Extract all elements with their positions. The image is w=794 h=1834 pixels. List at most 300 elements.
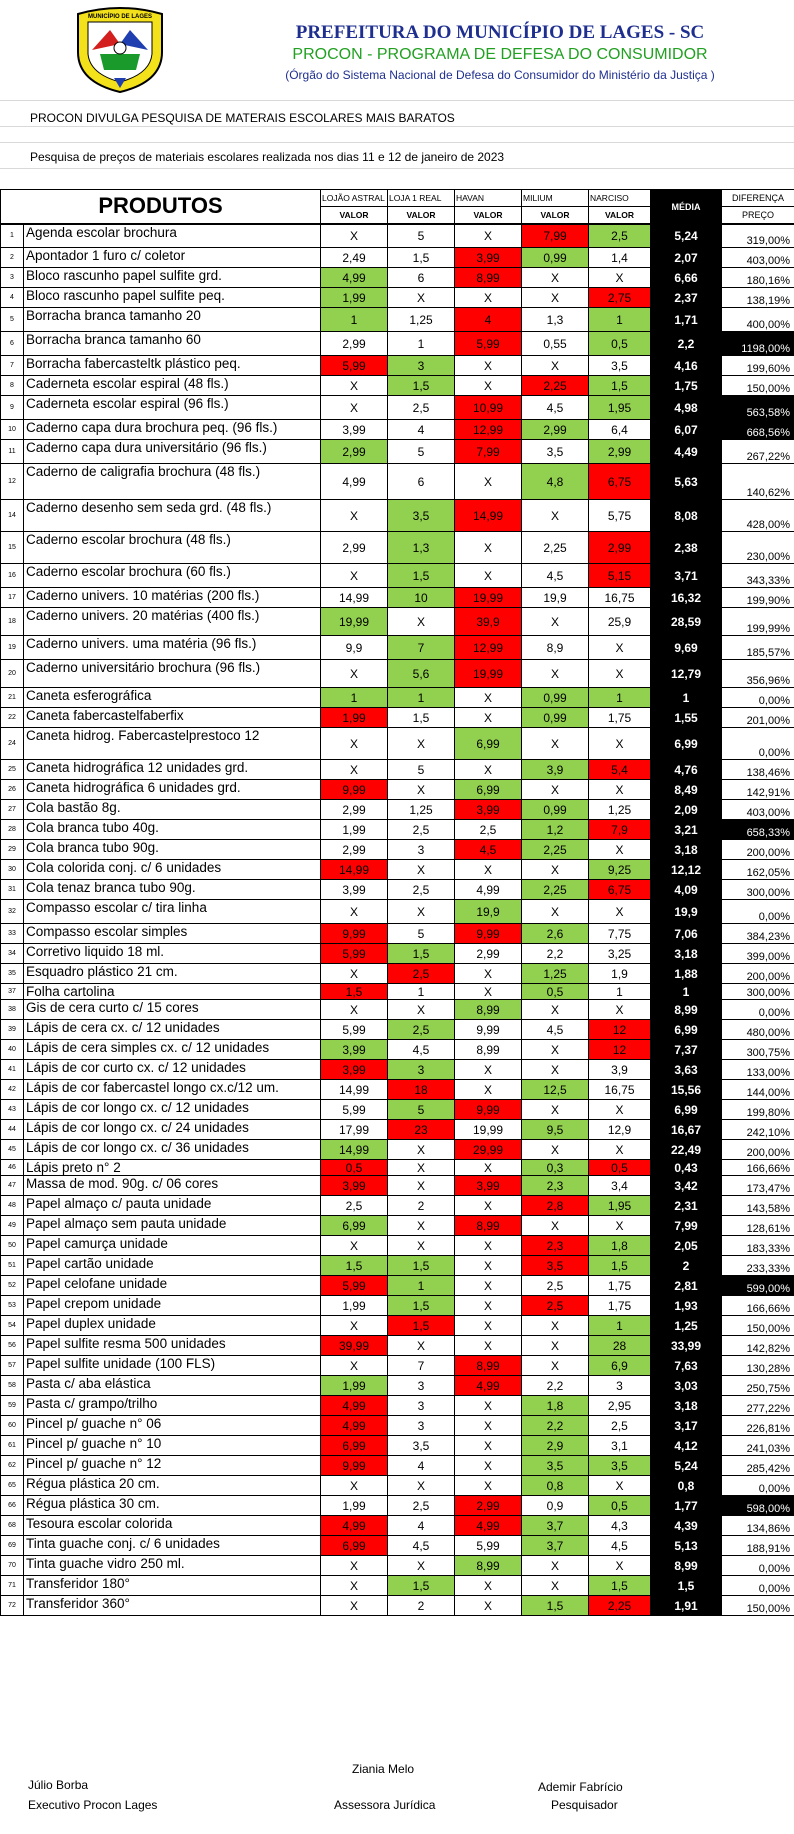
store-price: 1,99: [321, 288, 388, 308]
store-price: 14,99: [321, 860, 388, 880]
store-price: X: [522, 1336, 589, 1356]
average-price: 8,99: [651, 1000, 722, 1020]
price-difference: 384,23%: [722, 924, 794, 944]
store-price: 0,9: [522, 1496, 589, 1516]
store-price: 2,9: [522, 1436, 589, 1456]
store-price: 3,5: [522, 1256, 589, 1276]
product-name: Caderno univers. 10 matérias (200 fls.): [24, 588, 321, 608]
average-price: 1,5: [651, 1576, 722, 1596]
store-price: X: [321, 728, 388, 760]
store-price: 2,5: [388, 1496, 455, 1516]
store-price: 1,99: [321, 1496, 388, 1516]
divider: [0, 142, 794, 143]
store-price: X: [455, 1236, 522, 1256]
table-row: [1, 1100, 794, 1120]
store-price: 3,1: [589, 1436, 651, 1456]
store-price: 1,5: [388, 1296, 455, 1316]
average-price: 4,49: [651, 440, 722, 464]
row-number: 71: [1, 1576, 24, 1596]
store-price: 2,99: [321, 440, 388, 464]
row-number: 39: [1, 1020, 24, 1040]
product-name: Lápis de cor curto cx. c/ 12 unidades: [24, 1060, 321, 1080]
store-price: 19,9: [522, 588, 589, 608]
row-number: 68: [1, 1516, 24, 1536]
store-price: X: [455, 356, 522, 376]
store-price: 1: [589, 688, 651, 708]
store-price: 16,75: [589, 588, 651, 608]
signer-role: Pesquisador: [551, 1798, 618, 1812]
store-price: 1,5: [321, 1256, 388, 1276]
row-number: 25: [1, 760, 24, 780]
document-header: [0, 0, 794, 190]
price-difference: 241,03%: [722, 1436, 794, 1456]
average-price: 19,9: [651, 900, 722, 924]
price-difference: 399,00%: [722, 944, 794, 964]
signer-name: Ziania Melo: [352, 1762, 415, 1776]
row-number: 34: [1, 944, 24, 964]
price-difference: 200,00%: [722, 964, 794, 984]
store-price: 5,99: [321, 1276, 388, 1296]
store-price: 5,99: [455, 332, 522, 356]
store-price: 2,95: [589, 1396, 651, 1416]
product-name: Pincel p/ guache n° 06: [24, 1416, 321, 1436]
store-price: 2,5: [388, 1020, 455, 1040]
average-price: 2,31: [651, 1196, 722, 1216]
store-price: 2,5: [589, 1416, 651, 1436]
row-number: 40: [1, 1040, 24, 1060]
store-price: X: [455, 1436, 522, 1456]
store-price: X: [455, 760, 522, 780]
store-price: 0,99: [522, 248, 589, 268]
store-price: 3: [589, 1376, 651, 1396]
store-price: X: [522, 1040, 589, 1060]
store-price: X: [455, 1060, 522, 1080]
store-price: 1,4: [589, 248, 651, 268]
row-number: 42: [1, 1080, 24, 1100]
store-price: 2,2: [522, 1416, 589, 1436]
store-header: NARCISO: [589, 190, 651, 207]
product-name: Papel almaço c/ pauta unidade: [24, 1196, 321, 1216]
store-price: 12,99: [455, 420, 522, 440]
table-row: [1, 588, 794, 608]
table-row: [1, 464, 794, 500]
store-price: 2,99: [455, 1496, 522, 1516]
average-price: 5,24: [651, 224, 722, 248]
row-number: 72: [1, 1596, 24, 1616]
store-price: 2,25: [522, 532, 589, 564]
average-price: 6,99: [651, 1020, 722, 1040]
store-price: 1,5: [388, 1256, 455, 1276]
store-price: 1,95: [589, 1196, 651, 1216]
table-header-row: [1, 190, 794, 207]
store-price: 3,5: [589, 1456, 651, 1476]
row-number: 32: [1, 900, 24, 924]
product-name: Régua plástica 30 cm.: [24, 1496, 321, 1516]
store-price: 5: [388, 224, 455, 248]
average-price: 3,18: [651, 1396, 722, 1416]
page-title: PREFEITURA DO MUNICÍPIO DE LAGES - SC: [295, 22, 705, 43]
store-price: 1: [321, 308, 388, 332]
store-price: X: [455, 1160, 522, 1176]
store-price: X: [388, 728, 455, 760]
store-price: 4,99: [321, 1416, 388, 1436]
store-price: X: [522, 1356, 589, 1376]
store-price: X: [321, 900, 388, 924]
store-price: 3: [388, 840, 455, 860]
store-price: 4,5: [522, 1020, 589, 1040]
store-price: 1,99: [321, 1296, 388, 1316]
price-difference: 130,28%: [722, 1356, 794, 1376]
price-difference: 300,75%: [722, 1040, 794, 1060]
municipal-coat-of-arms-icon: [70, 4, 170, 94]
store-price: X: [321, 500, 388, 532]
store-price: X: [589, 840, 651, 860]
store-price: 8,99: [455, 1040, 522, 1060]
store-price: 1,8: [589, 1236, 651, 1256]
average-price: 3,18: [651, 944, 722, 964]
store-price: 9,99: [321, 1456, 388, 1476]
row-number: 2: [1, 248, 24, 268]
store-price: 4: [455, 308, 522, 332]
row-number: 60: [1, 1416, 24, 1436]
price-difference: 199,90%: [722, 588, 794, 608]
table-row: [1, 840, 794, 860]
store-price: 8,99: [455, 268, 522, 288]
row-number: 37: [1, 984, 24, 1000]
store-price: 2,3: [522, 1176, 589, 1196]
store-price: 3,5: [522, 440, 589, 464]
average-price: 3,17: [651, 1416, 722, 1436]
table-row: [1, 1040, 794, 1060]
product-name: Caderno escolar brochura (60 fls.): [24, 564, 321, 588]
row-number: 15: [1, 532, 24, 564]
average-price: 1: [651, 984, 722, 1000]
price-difference: 277,22%: [722, 1396, 794, 1416]
price-difference: 128,61%: [722, 1216, 794, 1236]
store-price: 3: [388, 1416, 455, 1436]
store-price: X: [321, 396, 388, 420]
store-price: X: [455, 1276, 522, 1296]
store-price: 12,5: [522, 1080, 589, 1100]
store-price: 19,99: [455, 588, 522, 608]
row-number: 9: [1, 396, 24, 420]
price-difference: 183,33%: [722, 1236, 794, 1256]
product-name: Pasta c/ grampo/trilho: [24, 1396, 321, 1416]
table-row: [1, 268, 794, 288]
store-price: X: [455, 532, 522, 564]
table-row: [1, 1256, 794, 1276]
store-price: 2,5: [321, 1196, 388, 1216]
store-price: 9,5: [522, 1120, 589, 1140]
row-number: 11: [1, 440, 24, 464]
price-difference: 599,00%: [722, 1276, 794, 1296]
store-price: 0,99: [522, 708, 589, 728]
store-price: X: [522, 500, 589, 532]
store-price: 3: [388, 1376, 455, 1396]
store-price: 0,5: [589, 1160, 651, 1176]
table-row: [1, 500, 794, 532]
store-price: X: [388, 900, 455, 924]
average-price: 1: [651, 688, 722, 708]
store-price: X: [455, 1336, 522, 1356]
store-price: X: [522, 608, 589, 636]
store-price: X: [522, 1060, 589, 1080]
store-price: 12,99: [455, 636, 522, 660]
average-price: 3,18: [651, 840, 722, 860]
product-name: Papel duplex unidade: [24, 1316, 321, 1336]
price-difference: 285,42%: [722, 1456, 794, 1476]
table-row: [1, 224, 794, 248]
store-price: X: [321, 1356, 388, 1376]
store-price: X: [522, 1216, 589, 1236]
row-number: 5: [1, 308, 24, 332]
row-number: 26: [1, 780, 24, 800]
store-price: 2,99: [321, 840, 388, 860]
store-price: X: [388, 1140, 455, 1160]
average-price: 6,66: [651, 268, 722, 288]
table-row: [1, 1060, 794, 1080]
product-name: Cola tenaz branca tubo 90g.: [24, 880, 321, 900]
store-price: 2,5: [388, 396, 455, 420]
store-price: 3,25: [589, 944, 651, 964]
store-price: X: [522, 1000, 589, 1020]
average-price: 4,39: [651, 1516, 722, 1536]
store-price: 1,3: [388, 532, 455, 564]
store-price: 1,99: [321, 1376, 388, 1396]
signature-block: [0, 1750, 794, 1834]
table-row: [1, 564, 794, 588]
store-price: 4,5: [522, 396, 589, 420]
store-price: 9,9: [321, 636, 388, 660]
average-price: 22,49: [651, 1140, 722, 1160]
row-number: 28: [1, 820, 24, 840]
average-price: 7,06: [651, 924, 722, 944]
store-price: 1,95: [589, 396, 651, 420]
store-price: X: [455, 708, 522, 728]
store-price: 2,5: [522, 1296, 589, 1316]
store-price: 1,5: [388, 248, 455, 268]
table-row: [1, 820, 794, 840]
store-price: 0,5: [321, 1160, 388, 1176]
value-header: VALOR: [388, 207, 455, 224]
price-difference: 180,16%: [722, 268, 794, 288]
store-price: 1: [589, 984, 651, 1000]
row-number: 19: [1, 636, 24, 660]
store-price: X: [455, 1316, 522, 1336]
table-row: [1, 1496, 794, 1516]
store-price: 3,5: [522, 1456, 589, 1476]
price-difference: 173,47%: [722, 1176, 794, 1196]
average-price: 1,88: [651, 964, 722, 984]
price-difference: 0,00%: [722, 900, 794, 924]
store-price: 6,99: [321, 1436, 388, 1456]
row-number: 7: [1, 356, 24, 376]
row-number: 48: [1, 1196, 24, 1216]
store-price: 1,5: [388, 1316, 455, 1336]
store-price: 1,75: [589, 1296, 651, 1316]
average-price: 3,21: [651, 820, 722, 840]
store-price: 2,99: [321, 800, 388, 820]
price-difference: 150,00%: [722, 1596, 794, 1616]
row-number: 57: [1, 1356, 24, 1376]
store-price: X: [321, 1576, 388, 1596]
store-price: 1: [388, 688, 455, 708]
store-price: X: [455, 1396, 522, 1416]
table-row: [1, 1556, 794, 1576]
product-name: Borracha fabercasteltk plástico peq.: [24, 356, 321, 376]
store-price: X: [455, 376, 522, 396]
product-name: Bloco rascunho papel sulfite peq.: [24, 288, 321, 308]
store-price: 3,99: [321, 880, 388, 900]
product-name: Folha cartolina: [24, 984, 321, 1000]
table-row: [1, 708, 794, 728]
price-difference: 343,33%: [722, 564, 794, 588]
store-price: 4,99: [455, 1376, 522, 1396]
table-row: [1, 1596, 794, 1616]
store-price: 3,9: [522, 760, 589, 780]
average-price: 4,09: [651, 880, 722, 900]
store-price: 4,3: [589, 1516, 651, 1536]
store-price: 4,99: [455, 1516, 522, 1536]
store-price: X: [321, 376, 388, 396]
store-price: 2,5: [388, 880, 455, 900]
store-price: 10: [388, 588, 455, 608]
table-row: [1, 248, 794, 268]
store-price: 0,8: [522, 1476, 589, 1496]
price-table: [0, 189, 794, 1616]
product-name: Papel almaço sem pauta unidade: [24, 1216, 321, 1236]
store-price: X: [388, 1216, 455, 1236]
store-price: 2,5: [388, 820, 455, 840]
store-price: 16,75: [589, 1080, 651, 1100]
store-price: 23: [388, 1120, 455, 1140]
average-price: 2,37: [651, 288, 722, 308]
product-name: Tinta guache conj. c/ 6 unidades: [24, 1536, 321, 1556]
difference-header: DIFERENÇA: [722, 190, 794, 207]
average-price: 12,79: [651, 660, 722, 688]
row-number: 1: [1, 224, 24, 248]
store-price: 2,5: [589, 224, 651, 248]
product-name: Papel crepom unidade: [24, 1296, 321, 1316]
average-price: 2,07: [651, 248, 722, 268]
store-price: 2,25: [522, 840, 589, 860]
store-price: 5,99: [321, 1100, 388, 1120]
table-row: [1, 1376, 794, 1396]
product-name: Compasso escolar c/ tira linha: [24, 900, 321, 924]
store-price: 9,99: [321, 924, 388, 944]
row-number: 31: [1, 880, 24, 900]
store-price: X: [388, 1476, 455, 1496]
table-row: [1, 800, 794, 820]
table-row: [1, 1296, 794, 1316]
store-price: 9,99: [455, 1100, 522, 1120]
store-price: 2,5: [522, 1276, 589, 1296]
store-price: 19,99: [455, 660, 522, 688]
store-price: 17,99: [321, 1120, 388, 1140]
store-price: 1,75: [589, 708, 651, 728]
price-header: PREÇO: [722, 207, 794, 224]
product-name: Caneta fabercastelfaberfix: [24, 708, 321, 728]
row-number: 18: [1, 608, 24, 636]
store-price: 0,5: [589, 332, 651, 356]
store-header: LOJÃO ASTRAL: [321, 190, 388, 207]
average-price: 0,43: [651, 1160, 722, 1176]
store-price: 1: [388, 1276, 455, 1296]
store-price: 25,9: [589, 608, 651, 636]
row-number: 10: [1, 420, 24, 440]
product-name: Gis de cera curto c/ 15 cores: [24, 1000, 321, 1020]
store-price: X: [522, 780, 589, 800]
table-row: [1, 1160, 794, 1176]
product-name: Massa de mod. 90g. c/ 06 cores: [24, 1176, 321, 1196]
average-price: 3,63: [651, 1060, 722, 1080]
store-price: 3,5: [388, 1436, 455, 1456]
price-difference: 138,19%: [722, 288, 794, 308]
price-difference: 150,00%: [722, 1316, 794, 1336]
row-number: 66: [1, 1496, 24, 1516]
price-difference: 0,00%: [722, 1556, 794, 1576]
row-number: 6: [1, 332, 24, 356]
table-row: [1, 1516, 794, 1536]
store-price: 3: [388, 356, 455, 376]
row-number: 47: [1, 1176, 24, 1196]
store-price: 6,99: [455, 780, 522, 800]
table-row: [1, 376, 794, 396]
average-price: 15,56: [651, 1080, 722, 1100]
store-price: 4,5: [589, 1536, 651, 1556]
price-difference: 230,00%: [722, 532, 794, 564]
price-difference: 0,00%: [722, 688, 794, 708]
store-price: 4,5: [522, 564, 589, 588]
product-name: Caderneta escolar espiral (96 fls.): [24, 396, 321, 420]
store-price: 0,5: [589, 1496, 651, 1516]
store-price: 7,75: [589, 924, 651, 944]
store-price: X: [522, 660, 589, 688]
store-price: 1,5: [388, 376, 455, 396]
store-price: X: [455, 1416, 522, 1436]
store-price: 1,5: [321, 984, 388, 1000]
store-price: X: [522, 1556, 589, 1576]
svg-text:MUNICÍPIO DE LAGES: MUNICÍPIO DE LAGES: [87, 14, 153, 20]
product-name: Papel celofane unidade: [24, 1276, 321, 1296]
row-number: 16: [1, 564, 24, 588]
price-difference: 242,10%: [722, 1120, 794, 1140]
store-price: X: [522, 860, 589, 880]
average-price: 4,16: [651, 356, 722, 376]
store-price: 9,99: [455, 924, 522, 944]
store-price: 6,9: [589, 1356, 651, 1376]
store-price: X: [455, 1080, 522, 1100]
row-number: 44: [1, 1120, 24, 1140]
row-number: 29: [1, 840, 24, 860]
store-price: X: [321, 564, 388, 588]
price-difference: 138,46%: [722, 760, 794, 780]
store-price: X: [589, 1216, 651, 1236]
store-price: X: [321, 1236, 388, 1256]
product-name: Papel sulfite resma 500 unidades: [24, 1336, 321, 1356]
product-name: Caneta hidrográfica 12 unidades grd.: [24, 760, 321, 780]
average-price: 5,63: [651, 464, 722, 500]
store-price: 4: [388, 1456, 455, 1476]
table-row: [1, 440, 794, 464]
store-price: 1,9: [589, 964, 651, 984]
store-price: X: [522, 288, 589, 308]
price-difference: 658,33%: [722, 820, 794, 840]
average-price: 2,38: [651, 532, 722, 564]
price-difference: 144,00%: [722, 1080, 794, 1100]
average-price: 7,63: [651, 1356, 722, 1376]
row-number: 59: [1, 1396, 24, 1416]
